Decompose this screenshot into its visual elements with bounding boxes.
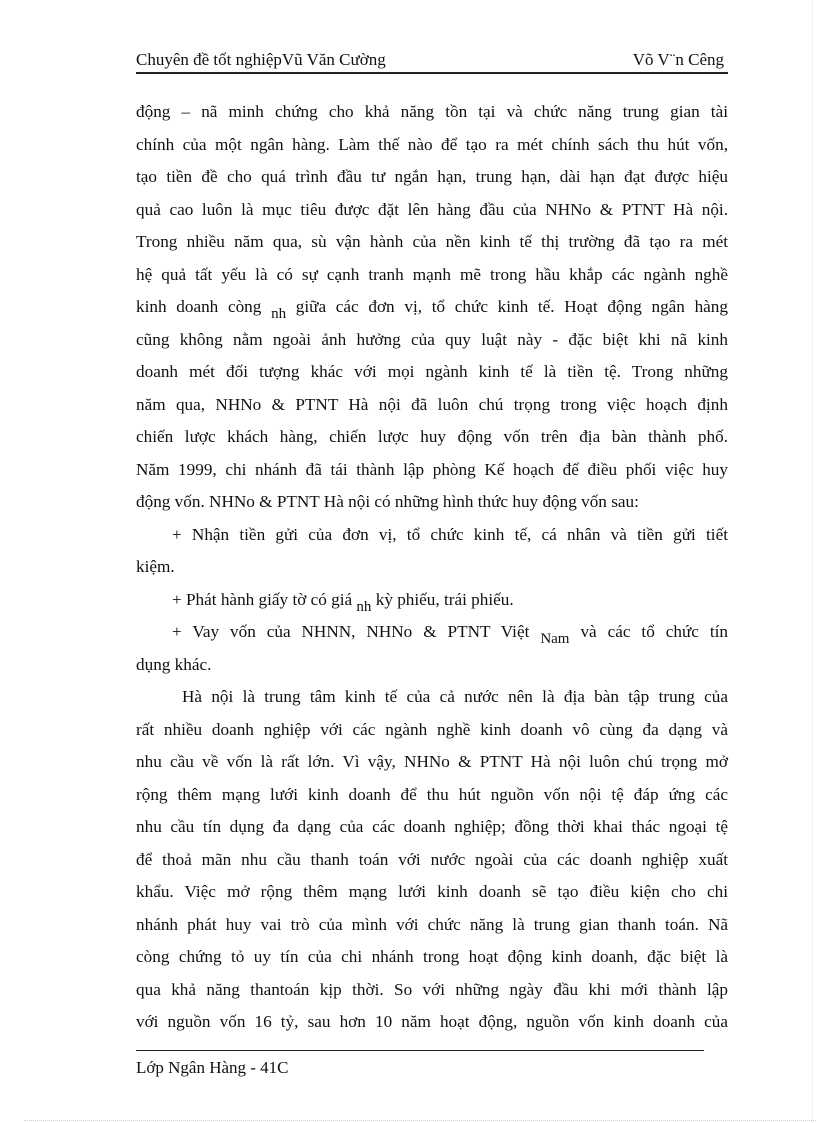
paragraph-line: rộng thêm mạng lưới kinh doanh để thu hút nguồn vốn nội tệ đáp ứng các <box>136 784 728 804</box>
paragraph-line: dụng khác. <box>136 654 212 674</box>
page-edge-bottom <box>24 1120 816 1121</box>
body-text <box>136 96 728 1039</box>
paragraph-line: khẩu. Việc mở rộng thêm mạng lưới kinh doanh sẽ tạo điều kiện cho chi <box>136 882 728 901</box>
paragraph-line: Trong nhiều năm qua, sù vận hành của nền kinh tế thị trường đã tạo ra mét <box>136 232 728 251</box>
paragraph-line: động – nã minh chứng cho khả năng tồn tại và chức năng trung gian tài <box>136 102 728 121</box>
subscript-text: Nam <box>540 631 570 647</box>
line-text: + Phát hành giấy tờ có giá <box>172 589 353 609</box>
page-footer: Lớp Ngân Hàng - 41C <box>136 1058 289 1077</box>
paragraph-line: để thoả mãn nhu cầu thanh toán với nước ngoài của các doanh nghiệp xuất <box>136 849 728 869</box>
list-item <box>136 616 728 649</box>
paragraph-line: chính của một ngân hàng. Làm thế nào để tạo ra mét chính sách thu hút vốn, <box>136 134 728 154</box>
subscript-text: nh <box>356 598 372 615</box>
paragraph-line <box>136 291 728 324</box>
header-author: Võ V¨n Cêng <box>632 50 724 69</box>
footer-divider <box>136 1050 704 1051</box>
list-item <box>136 584 728 617</box>
paragraph-line: Năm 1999, chi nhánh đã tái thành lập phòng Kế hoạch để điều phối việc huy <box>136 459 728 479</box>
page-edge-right <box>812 0 813 1123</box>
paragraph-line: chiến lược khách hàng, chiến lược huy động vốn trên địa bàn thành phố. <box>136 427 728 446</box>
paragraph-line: hệ quả tất yếu là có sự cạnh tranh mạnh mẽ trong hầu khắp các ngành nghề <box>136 264 728 284</box>
line-text: giữa các đơn vị, tổ chức kinh tế. Hoạt động ngân hàng <box>295 297 728 316</box>
paragraph-line: quả cao luôn là mục tiêu được đặt lên hàng đầu của NHNo & PTNT Hà nội. <box>136 199 728 219</box>
paragraph-line: động vốn. NHNo & PTNT Hà nội có những hình thức huy động vốn sau: <box>136 492 639 511</box>
line-text: kỳ phiếu, trái phiếu. <box>375 589 514 609</box>
subscript-text: nh <box>271 306 287 322</box>
line-text: kinh doanh còng <box>136 297 262 316</box>
page-header <box>136 48 728 74</box>
header-title: Chuyên đề tốt nghiệpVũ Văn Cường <box>136 50 386 69</box>
paragraph-line: cũng không nằm ngoài ảnh hưởng của quy luật này - đặc biệt khi nã kinh <box>136 329 728 349</box>
paragraph-line: nhu cầu về vốn là rất lớn. Vì vậy, NHNo & PTNT Hà nội luôn chú trọng mở <box>136 752 728 771</box>
paragraph-line: rất nhiều doanh nghiệp với các ngành nghề kinh doanh vô cùng đa dạng và <box>136 719 728 739</box>
paragraph-line: doanh mét đối tượng khác với mọi ngành kinh tế là tiền tệ. Trong những <box>136 362 728 381</box>
line-text: + Vay vốn của NHNN, NHNo & PTNT Việt <box>172 622 530 641</box>
paragraph-line: nhu cầu tín dụng đa dạng của các doanh nghiệp; đồng thời khai thác ngoại tệ <box>136 817 728 836</box>
paragraph-line: năm qua, NHNo & PTNT Hà nội đã luôn chú trọng trong việc hoạch định <box>136 394 728 414</box>
paragraph-line: kiệm. <box>136 557 175 576</box>
paragraph-line: qua khả năng thantoán kịp thời. So với những ngày đầu khi mới thành lập <box>136 979 728 999</box>
list-item: + Nhận tiền gửi của đơn vị, tổ chức kinh tế, cá nhân và tiền gửi tiết <box>172 524 728 544</box>
paragraph-line: còng chứng tỏ uy tín của chi nhánh trong hoạt động kinh doanh, đặc biệt là <box>136 947 728 966</box>
paragraph-line: tạo tiền đề cho quá trình đầu tư ngắn hạn, trung hạn, dài hạn đạt được hiệu <box>136 167 728 186</box>
line-text: và các tổ chức tín <box>580 622 729 641</box>
paragraph-line: nhánh phát huy vai trò của mình với chức năng là trung gian thanh toán. Nã <box>136 914 728 934</box>
paragraph-line: Hà nội là trung tâm kinh tế của cả nước nên là địa bàn tập trung của <box>182 687 728 706</box>
paragraph-line: với nguồn vốn 16 tỷ, sau hơn 10 năm hoạt động, nguồn vốn kinh doanh của <box>136 1012 728 1031</box>
